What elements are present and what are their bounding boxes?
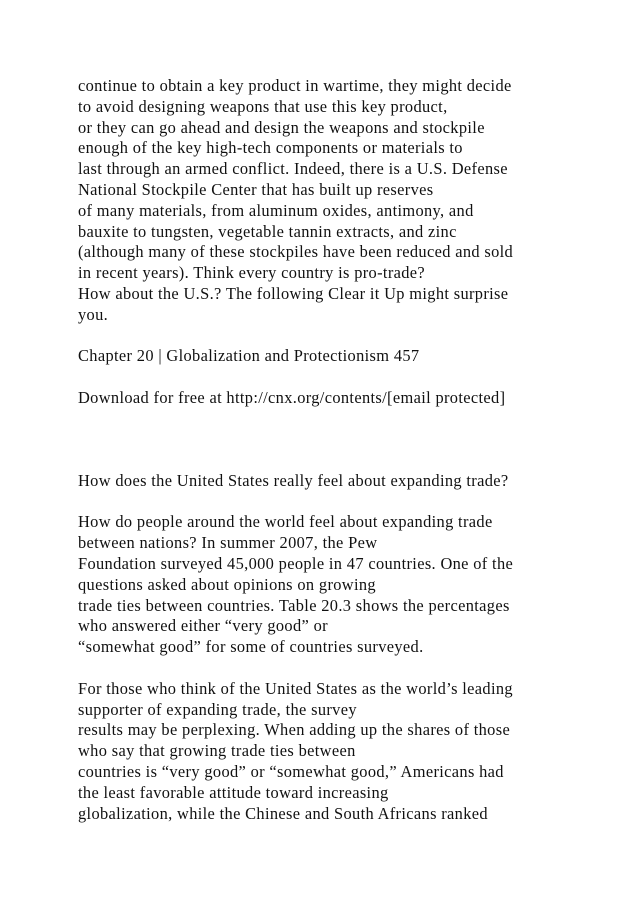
text-line: of many materials, from aluminum oxides, antimony, and bbox=[78, 200, 474, 220]
text-line: enough of the key high-tech components or materials to bbox=[78, 138, 463, 158]
survey-results-paragraph bbox=[78, 679, 618, 825]
text-line: you. bbox=[78, 304, 109, 324]
section-spacer bbox=[78, 409, 618, 471]
clear-it-up-heading bbox=[78, 471, 618, 492]
text-line: in recent years). Think every country is pro-trade? bbox=[78, 263, 426, 283]
text-line: Foundation surveyed 45,000 people in 47 countries. One of the bbox=[78, 553, 514, 573]
text-line: the least favorable attitude toward increasing bbox=[78, 782, 389, 802]
text-line: Download for free at http://cnx.org/contents/[email protected] bbox=[78, 387, 506, 407]
text-line: globalization, while the Chinese and South Africans ranked bbox=[78, 803, 488, 823]
text-line: (although many of these stockpiles have been reduced and sold bbox=[78, 242, 514, 262]
text-line: How do people around the world feel about expanding trade bbox=[78, 512, 493, 532]
text-line: bauxite to tungsten, vegetable tannin extracts, and zinc bbox=[78, 221, 457, 241]
text-line: to avoid designing weapons that use this key product, bbox=[78, 96, 448, 116]
paragraph-spacer bbox=[78, 658, 618, 679]
text-line: last through an armed conflict. Indeed, there is a U.S. Defense bbox=[78, 159, 508, 179]
paragraph-spacer bbox=[78, 326, 618, 347]
paragraph-spacer bbox=[78, 367, 618, 388]
text-line: countries is “very good” or “somewhat good,” Americans had bbox=[78, 761, 504, 781]
intro-paragraph bbox=[78, 76, 618, 326]
text-line: How does the United States really feel about expanding trade? bbox=[78, 470, 509, 490]
text-line: trade ties between countries. Table 20.3 shows the percentages bbox=[78, 595, 510, 615]
pew-survey-paragraph bbox=[78, 512, 618, 658]
text-line: continue to obtain a key product in wartime, they might decide bbox=[78, 76, 512, 95]
text-line: Chapter 20 | Globalization and Protectionism 457 bbox=[78, 346, 420, 366]
text-line: or they can go ahead and design the weapons and stockpile bbox=[78, 117, 485, 137]
text-line: results may be perplexing. When adding up the shares of those bbox=[78, 720, 511, 740]
text-line: who answered either “very good” or bbox=[78, 616, 328, 636]
text-line: supporter of expanding trade, the survey bbox=[78, 699, 357, 719]
chapter-footer bbox=[78, 346, 618, 367]
text-line: who say that growing trade ties between bbox=[78, 741, 356, 761]
text-line: How about the U.S.? The following Clear it Up might surprise bbox=[78, 283, 509, 303]
paragraph-spacer bbox=[78, 492, 618, 513]
text-line: questions asked about opinions on growing bbox=[78, 574, 376, 594]
download-line bbox=[78, 388, 618, 409]
text-line: National Stockpile Center that has built up reserves bbox=[78, 179, 434, 199]
text-line: between nations? In summer 2007, the Pew bbox=[78, 533, 378, 553]
text-line: “somewhat good” for some of countries surveyed. bbox=[78, 637, 424, 657]
document-page bbox=[78, 76, 618, 824]
text-line: For those who think of the United States as the world’s leading bbox=[78, 678, 513, 698]
